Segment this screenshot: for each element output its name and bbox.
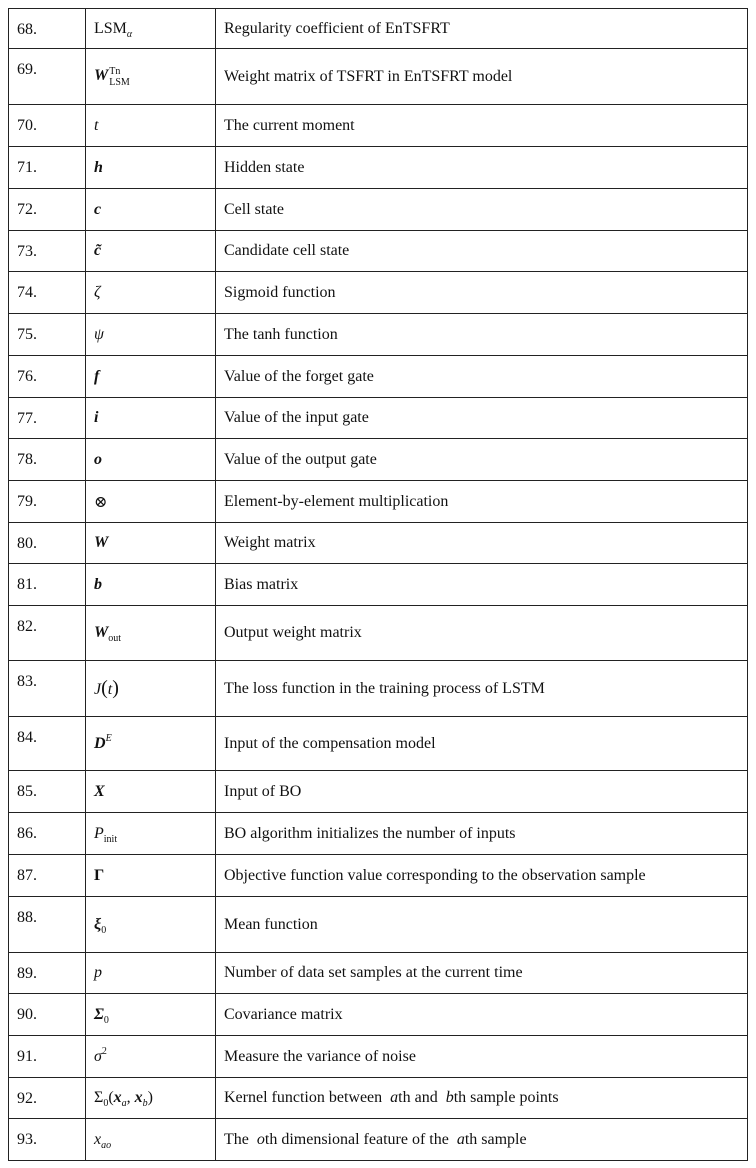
row-number: 74.: [9, 272, 86, 314]
row-symbol: [86, 314, 216, 356]
row-description: Cell state: [216, 189, 748, 231]
row-description: [216, 1119, 748, 1161]
description-text: Kernel function between: [224, 1089, 383, 1106]
table-row: [9, 897, 748, 953]
symbol-otimes: ⊗: [94, 493, 108, 511]
row-number: 84.: [9, 717, 86, 771]
row-description: Measure the variance of noise: [216, 1036, 748, 1078]
symbol-o: o: [94, 450, 102, 468]
row-description: The current moment: [216, 105, 748, 147]
row-symbol: [86, 49, 216, 105]
row-symbol: [86, 356, 216, 398]
table-row: [9, 813, 748, 855]
table-row: [9, 147, 748, 189]
row-number: 90.: [9, 994, 86, 1036]
inline-variable: b: [445, 1089, 454, 1106]
row-description: Covariance matrix: [216, 994, 748, 1036]
description-text: th dimensional feature of the: [264, 1130, 449, 1148]
description-text: th sample points: [453, 1089, 559, 1106]
row-description: Input of BO: [216, 771, 748, 813]
row-number: 79.: [9, 481, 86, 523]
row-number: 82.: [9, 606, 86, 661]
row-symbol: [86, 661, 216, 717]
row-number: 71.: [9, 147, 86, 189]
table-row: [9, 523, 748, 564]
table-row: [9, 953, 748, 994]
table-row: [9, 272, 748, 314]
row-description: Output weight matrix: [216, 606, 748, 661]
row-symbol: [86, 272, 216, 314]
table-row: [9, 481, 748, 523]
table-row: [9, 855, 748, 897]
symbol-zeta: ζ: [94, 283, 101, 301]
symbol-p: p: [94, 964, 102, 981]
row-description: Element-by-element multiplication: [216, 481, 748, 523]
table-row: [9, 717, 748, 771]
row-number: 91.: [9, 1036, 86, 1078]
table-row: [9, 1078, 748, 1119]
row-symbol: [86, 564, 216, 606]
table-row: [9, 439, 748, 481]
row-symbol: [86, 523, 216, 564]
row-symbol: [86, 105, 216, 147]
row-symbol: [86, 231, 216, 272]
table-row: [9, 771, 748, 813]
row-number: 77.: [9, 398, 86, 439]
row-symbol: [86, 1078, 216, 1119]
symbol-h: h: [94, 158, 103, 176]
symbol-psi: ψ: [94, 325, 104, 343]
row-number: 80.: [9, 523, 86, 564]
symbol-x-ao: $x_{ao}$: [94, 1130, 112, 1151]
row-number: 83.: [9, 661, 86, 717]
row-number: 88.: [9, 897, 86, 953]
row-description: Number of data set samples at the current time: [216, 953, 748, 994]
symbol-i: i: [94, 409, 99, 426]
row-description: [216, 1078, 748, 1119]
symbol-c: c: [94, 200, 102, 218]
row-description: Bias matrix: [216, 564, 748, 606]
symbol-w: W: [94, 534, 109, 551]
row-symbol: [86, 439, 216, 481]
row-number: 75.: [9, 314, 86, 356]
row-number: 86.: [9, 813, 86, 855]
row-symbol: [86, 398, 216, 439]
table-row: [9, 606, 748, 661]
row-number: 92.: [9, 1078, 86, 1119]
row-description: Value of the output gate: [216, 439, 748, 481]
symbol-table: [8, 8, 748, 1161]
row-number: 89.: [9, 953, 86, 994]
symbol-t: t: [94, 116, 99, 134]
row-description: Mean function: [216, 897, 748, 953]
row-description: The loss function in the training process of LSTM: [216, 661, 748, 717]
symbol-b: b: [94, 575, 102, 593]
symbol-table-body: [9, 9, 748, 1161]
table-row: [9, 314, 748, 356]
row-description: Weight matrix: [216, 523, 748, 564]
table-row: [9, 1119, 748, 1161]
inline-variable: a: [390, 1089, 399, 1106]
row-symbol: [86, 1119, 216, 1161]
table-row: [9, 356, 748, 398]
row-description: Value of the input gate: [216, 398, 748, 439]
row-description: Objective function value corresponding to the observation sample: [216, 855, 748, 897]
row-symbol: [86, 994, 216, 1036]
symbol-xi-0: $\xi_0$: [94, 915, 107, 936]
table-row: [9, 564, 748, 606]
description-text: th sample: [464, 1130, 527, 1148]
row-description: BO algorithm initializes the number of inputs: [216, 813, 748, 855]
row-number: 87.: [9, 855, 86, 897]
symbol-sigma-squared: $\sigma^2$: [94, 1045, 107, 1065]
row-symbol: [86, 771, 216, 813]
row-symbol: [86, 147, 216, 189]
symbol-gamma: Γ: [94, 866, 105, 884]
row-description: Hidden state: [216, 147, 748, 189]
row-symbol: [86, 606, 216, 661]
symbol-d-e: $D^E$: [94, 732, 112, 752]
row-symbol: [86, 897, 216, 953]
row-number: 73.: [9, 231, 86, 272]
row-number: 72.: [9, 189, 86, 231]
table-row: [9, 231, 748, 272]
row-description: Sigmoid function: [216, 272, 748, 314]
row-number: 69.: [9, 49, 86, 105]
row-symbol: [86, 717, 216, 771]
symbol-x: X: [94, 782, 105, 800]
table-row: [9, 994, 748, 1036]
row-description: Value of the forget gate: [216, 356, 748, 398]
row-description: Regularity coefficient of EnTSFRT: [216, 9, 748, 49]
symbol-f: f: [94, 367, 100, 385]
symbol-w-out: $W_{out}$: [94, 624, 122, 644]
description-text: th and: [398, 1089, 438, 1106]
description-text: The: [224, 1130, 249, 1148]
symbol-kernel: $\Sigma_0(x_a$, $x_b$): [94, 1089, 153, 1109]
symbol-sigma-0-bold: $\Sigma_0$: [94, 1005, 109, 1026]
row-symbol: [86, 855, 216, 897]
row-description: The tanh function: [216, 314, 748, 356]
row-number: 93.: [9, 1119, 86, 1161]
inline-variable: a: [456, 1130, 465, 1148]
row-number: 76.: [9, 356, 86, 398]
symbol-p-init: $P_{init}$: [94, 824, 118, 845]
table-row: [9, 49, 748, 105]
table-row: [9, 661, 748, 717]
row-symbol: [86, 813, 216, 855]
symbol-c-tilde: c̃: [94, 242, 102, 259]
row-description: Candidate cell state: [216, 231, 748, 272]
inline-variable: o: [256, 1130, 265, 1148]
row-number: 70.: [9, 105, 86, 147]
row-description: Input of the compensation model: [216, 717, 748, 771]
row-number: 85.: [9, 771, 86, 813]
symbol-w-lsm-tn: W Tn LSM: [94, 65, 130, 88]
table-row: [9, 9, 748, 49]
row-symbol: [86, 481, 216, 523]
row-symbol: [86, 1036, 216, 1078]
table-row: [9, 398, 748, 439]
row-symbol: [86, 9, 216, 49]
symbol-lsm-alpha: $LSM_\alpha$: [94, 19, 133, 40]
row-number: 81.: [9, 564, 86, 606]
row-number: 78.: [9, 439, 86, 481]
symbol-j-t: J(t): [94, 677, 119, 699]
table-row: [9, 189, 748, 231]
table-row: [9, 105, 748, 147]
table-row: [9, 1036, 748, 1078]
row-symbol: [86, 953, 216, 994]
row-symbol: [86, 189, 216, 231]
row-number: 68.: [9, 9, 86, 49]
row-description: Weight matrix of TSFRT in EnTSFRT model: [216, 49, 748, 105]
